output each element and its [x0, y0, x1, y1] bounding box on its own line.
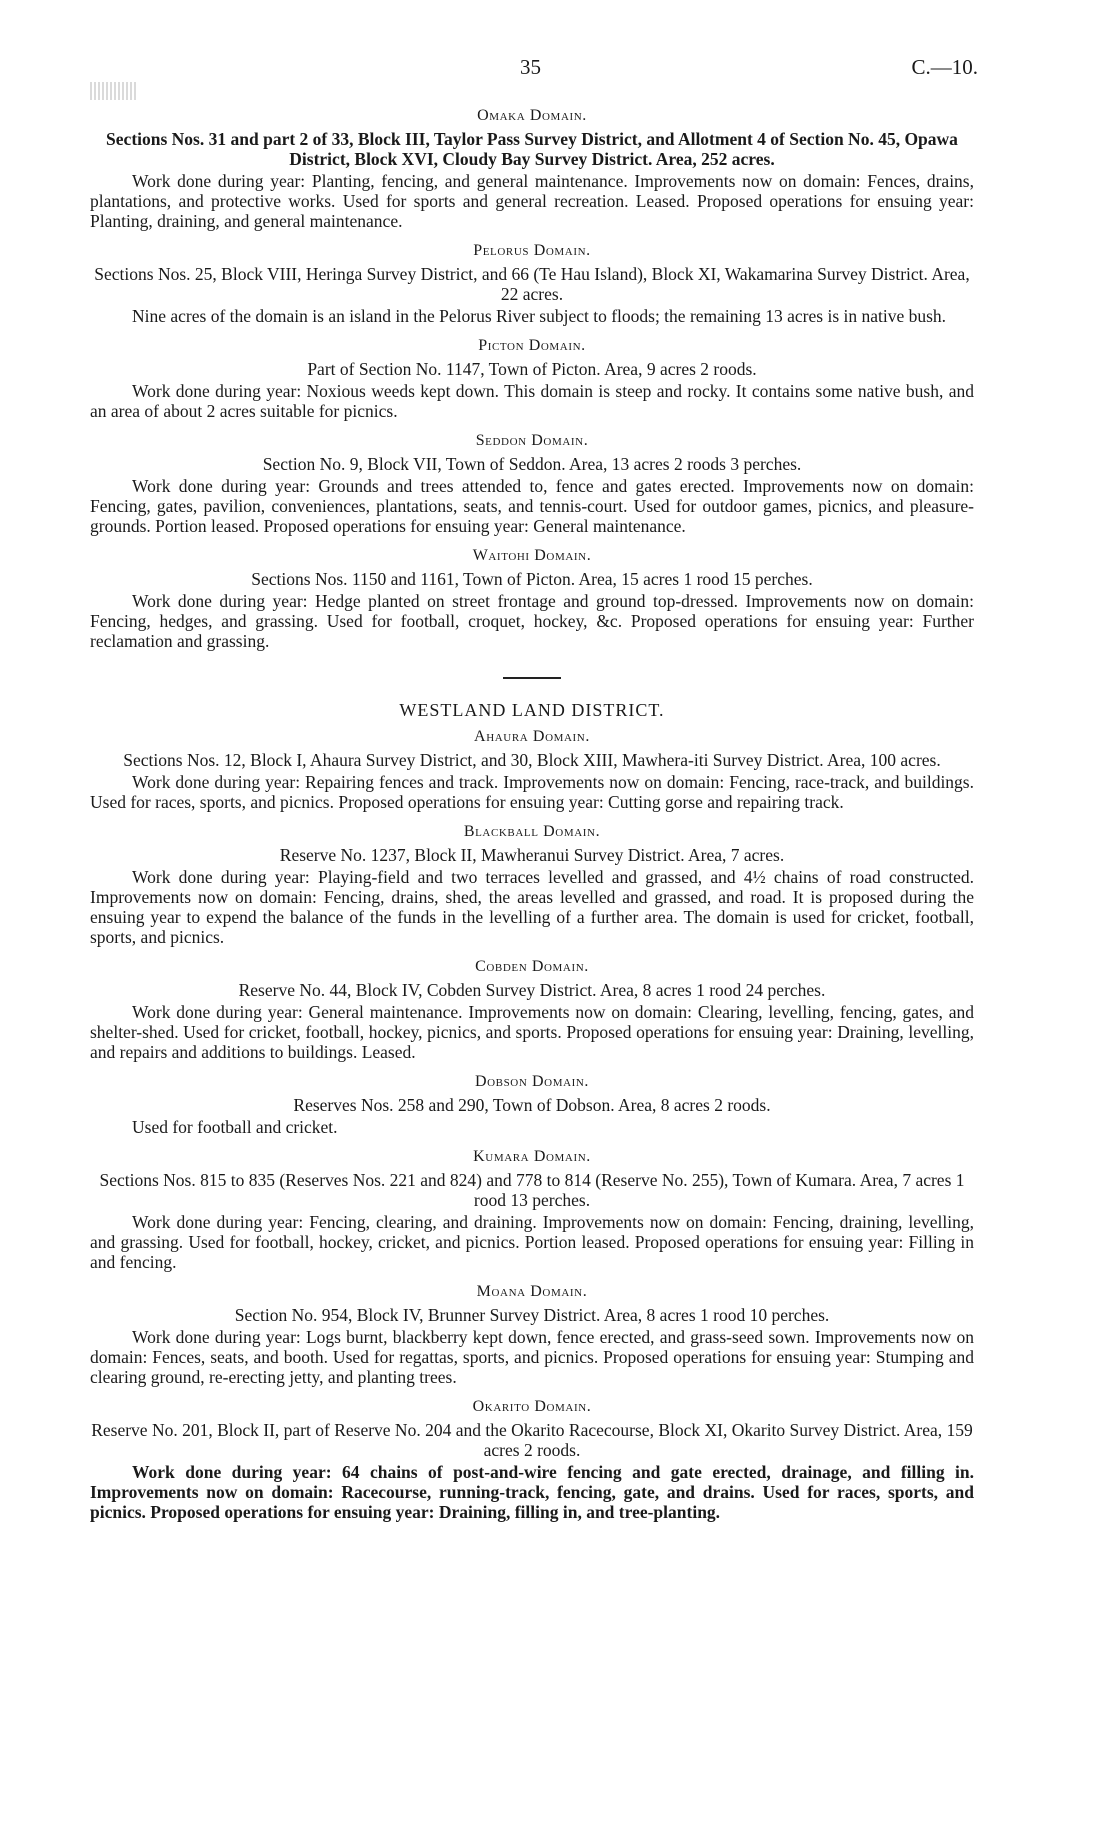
page-number: 35 [520, 55, 541, 79]
domain-body: Work done during year: Repairing fences and track. Improvements now on domain: Fencing, race-track, and buildings. Used for races, sports, and picnics. Proposed operations for ensuing year: Cutting gorse and repairing track. [90, 772, 974, 812]
domain-title: Waitohi Domain. [472, 547, 592, 564]
domain-body: Work done during year: 64 chains of post-and-wire fencing and gate erected, drainage, and filling in. Improvements now on domain: Racecourse, running-track, fencing, gate, and drains. Used for races, sports, and picnics. Proposed operations for ensuing year: Draining, filling in, and tree-planting. [90, 1462, 974, 1522]
domain-entry-dobson [90, 1072, 974, 1137]
domain-title: Picton Domain. [478, 337, 586, 354]
domain-location: Sections Nos. 1150 and 1161, Town of Picton. Area, 15 acres 1 rood 15 perches. [251, 569, 813, 589]
domain-body: Work done during year: Planting, fencing, and general maintenance. Improvements now on domain: Fences, drains, plantations, and protective works. Used for sports and general recreation. Leased. Proposed operations for ensuing year: Planting, draining, and general maintenance. [90, 171, 974, 231]
domain-title: Pelorus Domain. [473, 242, 591, 259]
domain-location: Part of Section No. 1147, Town of Picton. Area, 9 acres 2 roods. [307, 359, 757, 379]
domain-title: Blackball Domain. [463, 823, 601, 840]
domain-body: Work done during year: Grounds and trees attended to, fence and gates erected. Improvements now on domain: Fencing, gates, pavilion, conveniences, plantations, seats, and tennis-court. Used for outdoor games, picnics, and pleasure-grounds. Portion leased. Proposed operations for ensuing year: General maintenance. [90, 476, 974, 536]
domain-title: Omaka Domain. [477, 107, 587, 124]
domain-location: Sections Nos. 31 and part 2 of 33, Block III, Taylor Pass Survey District, and Allotment 4 of Section No. 45, Opawa District, Block XVI, Cloudy Bay Survey District. Area, 252 acres. [106, 129, 958, 169]
domain-title: Okarito Domain. [472, 1398, 592, 1415]
report-code: C.—10. [911, 55, 978, 79]
page-header [0, 55, 1114, 85]
library-stamp [90, 82, 136, 100]
domain-body: Work done during year: Hedge planted on street frontage and ground top-dressed. Improvements now on domain: Fencing, hedges, and grassing. Used for football, croquet, hockey, &c. Proposed operations for ensuing year: Further reclamation and grassing. [90, 591, 974, 651]
domain-location: Sections Nos. 12, Block I, Ahaura Survey District, and 30, Block XIII, Mawhera-iti Survey District. Area, 100 acres. [123, 750, 941, 770]
domain-body: Work done during year: Fencing, clearing, and draining. Improvements now on domain: Fencing, draining, levelling, and grassing. Used for football, hockey, cricket, and picnics. Portion leased. Proposed operations for ensuing year: Filling in and fencing. [90, 1212, 974, 1272]
domain-entry-pelorus [90, 241, 974, 326]
domain-title: Moana Domain. [476, 1283, 588, 1300]
domain-location: Reserve No. 44, Block IV, Cobden Survey District. Area, 8 acres 1 rood 24 perches. [238, 980, 826, 1000]
domain-entry-omaka [90, 106, 974, 231]
district-heading: WESTLAND LAND DISTRICT. [399, 700, 665, 720]
domain-entry-moana [90, 1282, 974, 1387]
section-divider [503, 677, 561, 679]
domain-entry-okarito [90, 1397, 974, 1522]
domain-body: Used for football and cricket. [132, 1117, 338, 1137]
domain-title: Seddon Domain. [475, 432, 589, 449]
domain-body: Nine acres of the domain is an island in the Pelorus River subject to floods; the remaining 13 acres is in native bush. [132, 306, 947, 326]
domain-body: Work done during year: General maintenance. Improvements now on domain: Clearing, levelling, fencing, gates, and shelter-shed. Used for cricket, football, hockey, picnics, and sports. Proposed operations for ensuing year: Draining, levelling, and repairs and additions to buildings. Leased. [90, 1002, 974, 1062]
domain-location: Sections Nos. 815 to 835 (Reserves Nos. 221 and 824) and 778 to 814 (Reserve No. 255), Town of Kumara. Area, 7 acres 1 rood 13 perches. [99, 1170, 965, 1210]
domain-location: Reserve No. 1237, Block II, Mawheranui Survey District. Area, 7 acres. [279, 845, 785, 865]
domain-entry-ahaura [90, 727, 974, 812]
domain-title: Ahaura Domain. [474, 728, 590, 745]
domain-body: Work done during year: Logs burnt, blackberry kept down, fence erected, and grass-seed sown. Improvements now on domain: Fences, seats, and booth. Used for regattas, sports, and picnics. Proposed operations for ensuing year: Stumping and clearing ground, re-erecting jetty, and planting trees. [90, 1327, 974, 1387]
domain-location: Reserve No. 201, Block II, part of Reserve No. 204 and the Okarito Racecourse, Block XI, Okarito Survey District. Area, 159 acres 2 roods. [91, 1420, 973, 1460]
domain-entry-kumara [90, 1147, 974, 1272]
domain-body: Work done during year: Playing-field and two terraces levelled and grassed, and 4½ chains of road constructed. Improvements now on domain: Fencing, drains, shed, the areas levelled and grassed, and road. It is proposed during the ensuing year to expend the balance of the funds in the levelling of a further area. The domain is used for cricket, football, sports, and picnics. [90, 867, 974, 947]
page-content [90, 106, 974, 1522]
domain-location: Sections Nos. 25, Block VIII, Heringa Survey District, and 66 (Te Hau Island), Block XI, Wakamarina Survey District. Area, 22 acres. [94, 264, 970, 304]
domain-entry-waitohi [90, 546, 974, 651]
domain-body: Work done during year: Noxious weeds kept down. This domain is steep and rocky. It contains some native bush, and an area of about 2 acres suitable for picnics. [90, 381, 974, 421]
domain-location: Section No. 954, Block IV, Brunner Survey District. Area, 8 acres 1 rood 10 perches. [234, 1305, 830, 1325]
domain-entry-seddon [90, 431, 974, 536]
domain-title: Dobson Domain. [474, 1073, 590, 1090]
domain-entry-cobden [90, 957, 974, 1062]
domain-title: Cobden Domain. [475, 958, 589, 975]
domain-location: Section No. 9, Block VII, Town of Seddon. Area, 13 acres 2 roods 3 perches. [262, 454, 802, 474]
domain-entry-picton [90, 336, 974, 421]
domain-title: Kumara Domain. [473, 1148, 591, 1165]
domain-location: Reserves Nos. 258 and 290, Town of Dobson. Area, 8 acres 2 roods. [293, 1095, 771, 1115]
domain-entry-blackball [90, 822, 974, 947]
